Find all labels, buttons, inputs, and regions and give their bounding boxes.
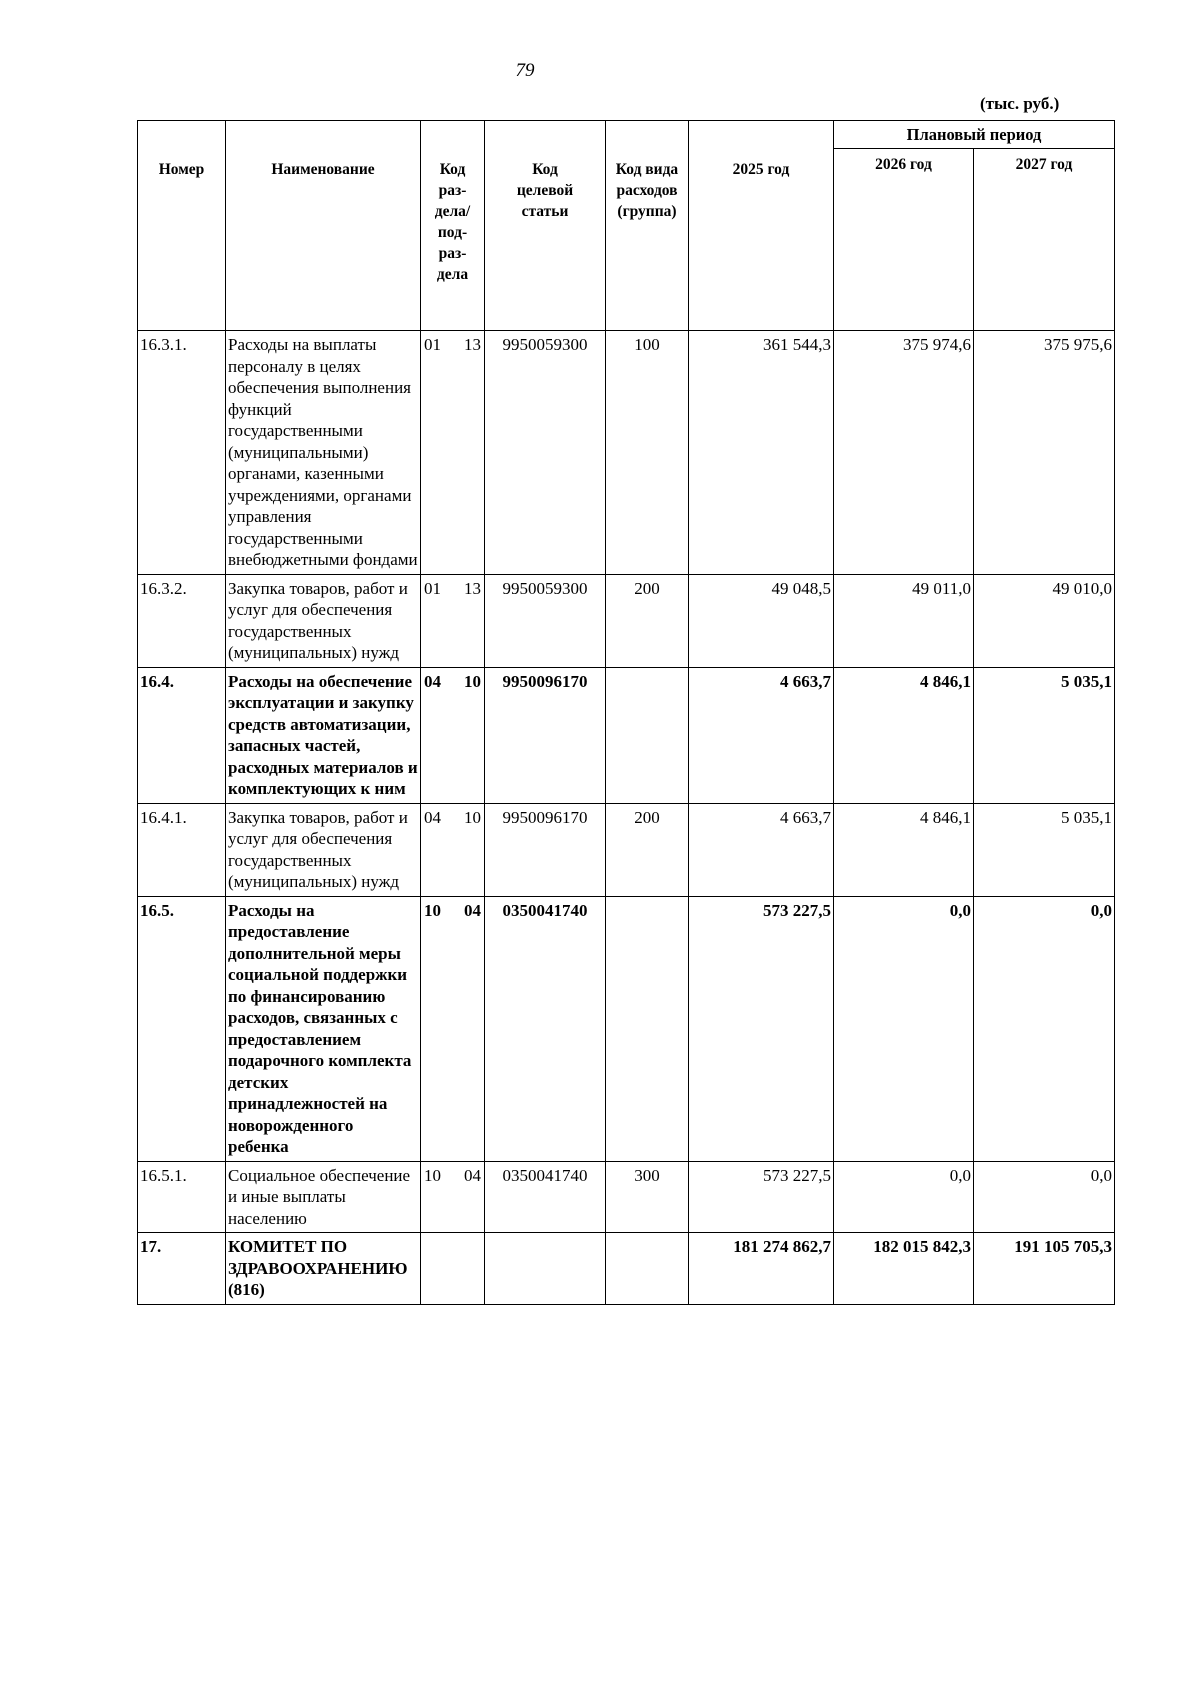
row-section-code bbox=[421, 574, 485, 667]
row-expense-code: 200 bbox=[606, 803, 689, 896]
header-section-code: Код раз- дела/ под- раз- дела bbox=[421, 121, 485, 331]
row-expense-code: 200 bbox=[606, 574, 689, 667]
row-section-code bbox=[421, 1233, 485, 1305]
row-target-code: 9950096170 bbox=[485, 667, 606, 803]
row-section-code bbox=[421, 896, 485, 1161]
header-expense-code: Код вида расходов (группа) bbox=[606, 121, 689, 331]
row-name: Расходы на выплаты персоналу в целях обеспечения выполнения функций государственными (муниципальными) органами, казенными учреждениями, органами управления государственными внебюджетными фондами bbox=[226, 331, 421, 575]
row-target-code: 0350041740 bbox=[485, 1161, 606, 1233]
row-target-code bbox=[485, 1233, 606, 1305]
header-2026: 2026 год bbox=[834, 149, 974, 331]
row-section-code bbox=[421, 667, 485, 803]
row-expense-code bbox=[606, 1233, 689, 1305]
row-number: 16.4.1. bbox=[138, 803, 226, 896]
row-amount-2025: 573 227,5 bbox=[689, 896, 834, 1161]
table-body bbox=[138, 331, 1115, 1305]
row-amount-2026: 375 974,6 bbox=[834, 331, 974, 575]
row-amount-2025: 4 663,7 bbox=[689, 667, 834, 803]
row-section: 04 bbox=[424, 807, 441, 827]
row-expense-code: 300 bbox=[606, 1161, 689, 1233]
row-name: Социальное обеспечение и иные выплаты населению bbox=[226, 1161, 421, 1233]
header-2025: 2025 год bbox=[689, 121, 834, 331]
row-amount-2027: 0,0 bbox=[974, 896, 1115, 1161]
row-target-code: 9950059300 bbox=[485, 574, 606, 667]
row-amount-2025: 573 227,5 bbox=[689, 1161, 834, 1233]
row-amount-2026: 0,0 bbox=[834, 1161, 974, 1233]
row-amount-2027: 5 035,1 bbox=[974, 803, 1115, 896]
row-expense-code bbox=[606, 667, 689, 803]
row-amount-2027: 375 975,6 bbox=[974, 331, 1115, 575]
row-amount-2026: 4 846,1 bbox=[834, 667, 974, 803]
row-subsection: 10 bbox=[464, 671, 481, 691]
row-amount-2025: 361 544,3 bbox=[689, 331, 834, 575]
row-name: Расходы на предоставление дополнительной меры социальной поддержки по финансированию расходов, связанных с предоставлением подарочного комплекта детских принадлежностей на новорожденного ребенка bbox=[226, 896, 421, 1161]
row-section: 10 bbox=[424, 900, 441, 920]
row-target-code: 9950096170 bbox=[485, 803, 606, 896]
row-name: КОМИТЕТ ПО ЗДРАВООХРАНЕНИЮ (816) bbox=[226, 1233, 421, 1305]
row-amount-2026: 182 015 842,3 bbox=[834, 1233, 974, 1305]
row-amount-2026: 4 846,1 bbox=[834, 803, 974, 896]
table-row bbox=[138, 574, 1115, 667]
row-number: 16.4. bbox=[138, 667, 226, 803]
units-label: (тыс. руб.) bbox=[980, 94, 1060, 113]
table-row bbox=[138, 331, 1115, 575]
row-amount-2027: 5 035,1 bbox=[974, 667, 1115, 803]
header-target-code: Код целевой статьи bbox=[485, 121, 606, 331]
table-row bbox=[138, 667, 1115, 803]
row-target-code: 9950059300 bbox=[485, 331, 606, 575]
row-amount-2025: 181 274 862,7 bbox=[689, 1233, 834, 1305]
header-name: Наименование bbox=[226, 121, 421, 331]
row-amount-2026: 0,0 bbox=[834, 896, 974, 1161]
row-section-code bbox=[421, 331, 485, 575]
row-number: 16.3.1. bbox=[138, 331, 226, 575]
header-2027: 2027 год bbox=[974, 149, 1115, 331]
row-subsection: 04 bbox=[464, 900, 481, 920]
row-section: 01 bbox=[424, 578, 441, 598]
row-expense-code bbox=[606, 896, 689, 1161]
table-row bbox=[138, 803, 1115, 896]
budget-table bbox=[137, 120, 1115, 1305]
row-section: 01 bbox=[424, 335, 441, 354]
row-section-code bbox=[421, 1161, 485, 1233]
row-subsection: 13 bbox=[464, 335, 481, 354]
row-amount-2027: 0,0 bbox=[974, 1161, 1115, 1233]
page-number: 79 bbox=[515, 60, 535, 81]
row-subsection: 04 bbox=[464, 1165, 481, 1185]
row-expense-code: 100 bbox=[606, 331, 689, 575]
row-section: 10 bbox=[424, 1165, 441, 1185]
row-section-code bbox=[421, 803, 485, 896]
row-section: 04 bbox=[424, 671, 441, 691]
row-amount-2027: 49 010,0 bbox=[974, 574, 1115, 667]
row-amount-2026: 49 011,0 bbox=[834, 574, 974, 667]
row-amount-2027: 191 105 705,3 bbox=[974, 1233, 1115, 1305]
table-row bbox=[138, 1233, 1115, 1305]
row-target-code: 0350041740 bbox=[485, 896, 606, 1161]
row-name: Закупка товаров, работ и услуг для обеспечения государственных (муниципальных) нужд bbox=[226, 574, 421, 667]
row-number: 16.5. bbox=[138, 896, 226, 1161]
header-plan-period: Плановый период bbox=[834, 121, 1115, 149]
row-amount-2025: 49 048,5 bbox=[689, 574, 834, 667]
table-row bbox=[138, 1161, 1115, 1233]
row-name: Закупка товаров, работ и услуг для обеспечения государственных (муниципальных) нужд bbox=[226, 803, 421, 896]
row-name: Расходы на обеспечение эксплуатации и закупку средств автоматизации, запасных частей, расходных материалов и комплектующих к ним bbox=[226, 667, 421, 803]
row-subsection: 10 bbox=[464, 807, 481, 827]
table-row bbox=[138, 896, 1115, 1161]
header-number: Номер bbox=[138, 121, 226, 331]
row-number: 17. bbox=[138, 1233, 226, 1305]
row-amount-2025: 4 663,7 bbox=[689, 803, 834, 896]
row-subsection: 13 bbox=[464, 578, 481, 598]
row-number: 16.3.2. bbox=[138, 574, 226, 667]
row-number: 16.5.1. bbox=[138, 1161, 226, 1233]
